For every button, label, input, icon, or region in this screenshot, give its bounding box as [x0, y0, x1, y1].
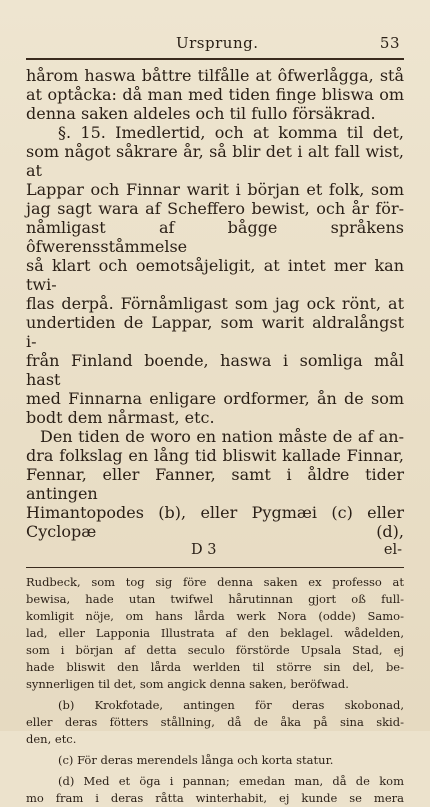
- text-line: denna saken aldeles och til fullo försäkrad.: [26, 104, 376, 123]
- catchword: el-: [383, 542, 402, 558]
- text-line: som något såkrare år, så blir det i alt fall wist, at: [26, 142, 404, 180]
- signature-mark: D 3: [191, 542, 217, 558]
- text-line: hårom haswa båttre tilfålle at ôfwerlågga, stå: [26, 66, 404, 85]
- footnote-line: synnerligen til det, som angick denna saken, beröfwad.: [26, 676, 349, 691]
- footnote-line: hade bliswit den lårda werlden til större sin del, be-: [26, 659, 404, 674]
- footnote-line: bewisa, hade utan twifwel hårutinnan gjort oß full-: [26, 591, 404, 606]
- footnote-line: som i början af detta seculo förstörde Upsala Stad, ej: [26, 642, 404, 657]
- text-line: Den tiden de woro en nation måste de af an-: [40, 427, 404, 446]
- footnote-c-line: (c) För deras merendels långa och korta statur.: [58, 752, 334, 767]
- text-line: Fennar, eller Fanner, samt i åldre tider antingen: [26, 465, 404, 503]
- footnote-b-line: (b) Krokfotade, antingen för deras skobonad,: [58, 697, 404, 712]
- text-line: undertiden de Lappar, som warit aldralångst i-: [26, 313, 404, 351]
- text-line: jag sagt wara af Scheffero bewist, och år för-: [26, 199, 404, 218]
- running-head: Ursprung.: [176, 34, 259, 52]
- footnote-line: den, etc.: [26, 731, 77, 746]
- text-line: Lappar och Finnar warit i början et folk, som: [26, 180, 404, 199]
- text-line: flas derpå. Förnåmligast som jag ock rönt, at: [26, 294, 404, 313]
- footnote-line: Rudbeck, som tog sig före denna saken ex professo at: [26, 574, 404, 589]
- footnote-d-line: (d) Med et öga i pannan; emedan man, då de kom: [58, 773, 404, 788]
- section-heading-line: §. 15. Imedlertid, och at komma til det,: [58, 123, 404, 142]
- main-text: [26, 66, 404, 541]
- signature-line: [26, 541, 404, 561]
- text-line: från Finland boende, haswa i somliga mål hast: [26, 351, 404, 389]
- footnote-line: eller deras fötters stållning, då de åka på sina skid-: [26, 714, 404, 729]
- page-number: 53: [379, 34, 400, 52]
- text-line: at optåcka: då man med tiden finge bliswa om: [26, 85, 404, 104]
- text-line: dra folkslag en lång tid bliswit kallade Finnar,: [26, 446, 404, 465]
- footnote-rule: [26, 567, 404, 568]
- text-line: bodt dem nårmast, etc.: [26, 408, 215, 427]
- text-line: nåmligast af bågge språkens ôfwerensståmmelse: [26, 218, 404, 256]
- footnote-line: lad, eller Lapponia Illustrata af den beklagel. wådelden,: [26, 625, 404, 640]
- header-rule: [26, 58, 404, 60]
- footnote-line: komligit nöje, om hans lårda werk Nora (odde) Samo-: [26, 608, 404, 623]
- page-header: [26, 34, 404, 52]
- text-line: så klart och oemotsåjeligit, at intet mer kan twi-: [26, 256, 404, 294]
- footnote-line: mo fram i deras råtta winterhabit, ej kunde se mera: [26, 790, 404, 805]
- text-line: med Finnarna enligare ordformer, ån de som: [26, 389, 404, 408]
- footnotes: [26, 574, 404, 807]
- text-line: Himantopodes (b), eller Pygmæi (c) eller Cyclopæ (d),: [26, 503, 404, 541]
